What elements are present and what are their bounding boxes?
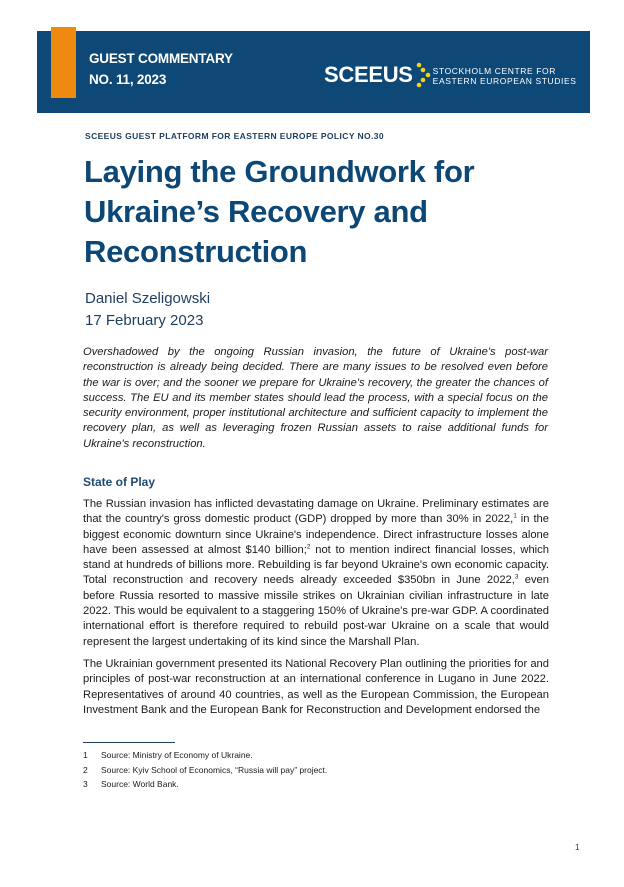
paragraph-text: even before Russia resorted to massive missile strikes on Ukrainian civilian infrastructure in late 2022. This would be equivalent to a staggering 150% of Ukraine's pre-war GDP. A coordinated international effort is therefore required to rebuild post-war Ukraine on a scale that would represent the largest undertaking of its kind since the Marshall Plan. [83, 574, 550, 648]
title-line-1: Laying the Groundwork for [84, 154, 475, 189]
page-title [84, 152, 564, 272]
series-label-block [89, 48, 233, 90]
dots-chevron-icon [415, 62, 431, 88]
footnote-ref-3[interactable]: 3 [514, 573, 519, 581]
issue-label: NO. 11, 2023 [89, 72, 167, 87]
footnote-number: 1 [83, 750, 88, 760]
series-label: GUEST COMMENTARY [89, 51, 233, 66]
paragraph-text: not to mention indirect financial losses, which stand at hundreds of billions more. Rebuilding is far beyond Ukraine's own economic capacity. Total reconstruction and recovery needs already exceeded $350bn in June 2022, [83, 543, 549, 587]
footnote-text: Source: Kyiv School of Economics, “Russia will pay” project. [101, 764, 328, 775]
title-line-2: Ukraine’s Recovery and [84, 194, 428, 229]
footnote-divider [83, 742, 175, 743]
footnote-ref-1[interactable]: 1 [513, 512, 517, 520]
page-number: 1 [575, 843, 580, 852]
publication-date: 17 February 2023 [85, 312, 204, 329]
footnote-text: Source: Ministry of Economy of Ukraine. [101, 750, 253, 760]
logo-wordmark: SCEEUS [324, 62, 413, 87]
footnote-number: 2 [83, 764, 88, 775]
abstract: Overshadowed by the ongoing Russian invasion, the future of Ukraine's post-war reconstruction is already being decided. There are many issues to be resolved even before the war is over; and the sooner we prepare for Ukraine's recovery, the greater the chances of success. The EU and its member states should lead the process, with a special focus on the security environment, proper institutional architecture and sufficient capacity to implement the recovery plan, as well as leveraging frozen Russian assets to raise additional funds for Ukraine's reconstruction. [83, 346, 548, 450]
body-paragraph-2: The Ukrainian government presented its National Recovery Plan outlining the priorities for and principles of post-war reconstruction at an international conference in Lugano in June 2022. Representatives of around 40 countries, as well as the European Commission, the European Investment Bank and the European Bank for Reconstruction and Development endorsed the [83, 658, 549, 716]
logo-subtitle-line1: STOCKHOLM CENTRE FOR [432, 65, 556, 76]
footnote-ref-2[interactable]: 2 [306, 543, 311, 551]
footnote-item [83, 777, 327, 792]
paragraph-text: The Russian invasion has inflicted devastating damage on Ukraine. Preliminary estimates are that the country's gross domestic product (GDP) dropped by more than 30% in 2022, [83, 498, 549, 526]
sceeus-logo [324, 60, 577, 90]
body-paragraph-1 [83, 497, 549, 650]
author: Daniel Szeligowski [85, 290, 211, 307]
accent-bar [51, 27, 76, 98]
footnote-text: Source: World Bank. [101, 779, 179, 789]
footnote-item [83, 748, 327, 763]
footnote-item [83, 763, 327, 778]
footnote-number: 3 [83, 779, 88, 789]
title-line-3: Reconstruction [84, 234, 308, 269]
paragraph-text: in the biggest economic downturn since Ukraine's independence. Direct infrastructure losses alone have been assessed at almost $140 billion; [83, 513, 550, 556]
kicker: SCEEUS GUEST PLATFORM FOR EASTERN EUROPE POLICY NO.30 [85, 131, 385, 141]
logo-subtitle-line2: EASTERN EUROPEAN STUDIES [432, 75, 577, 86]
section-heading: State of Play [83, 475, 156, 489]
logo-subtitle [433, 66, 577, 86]
footnotes [83, 748, 327, 792]
